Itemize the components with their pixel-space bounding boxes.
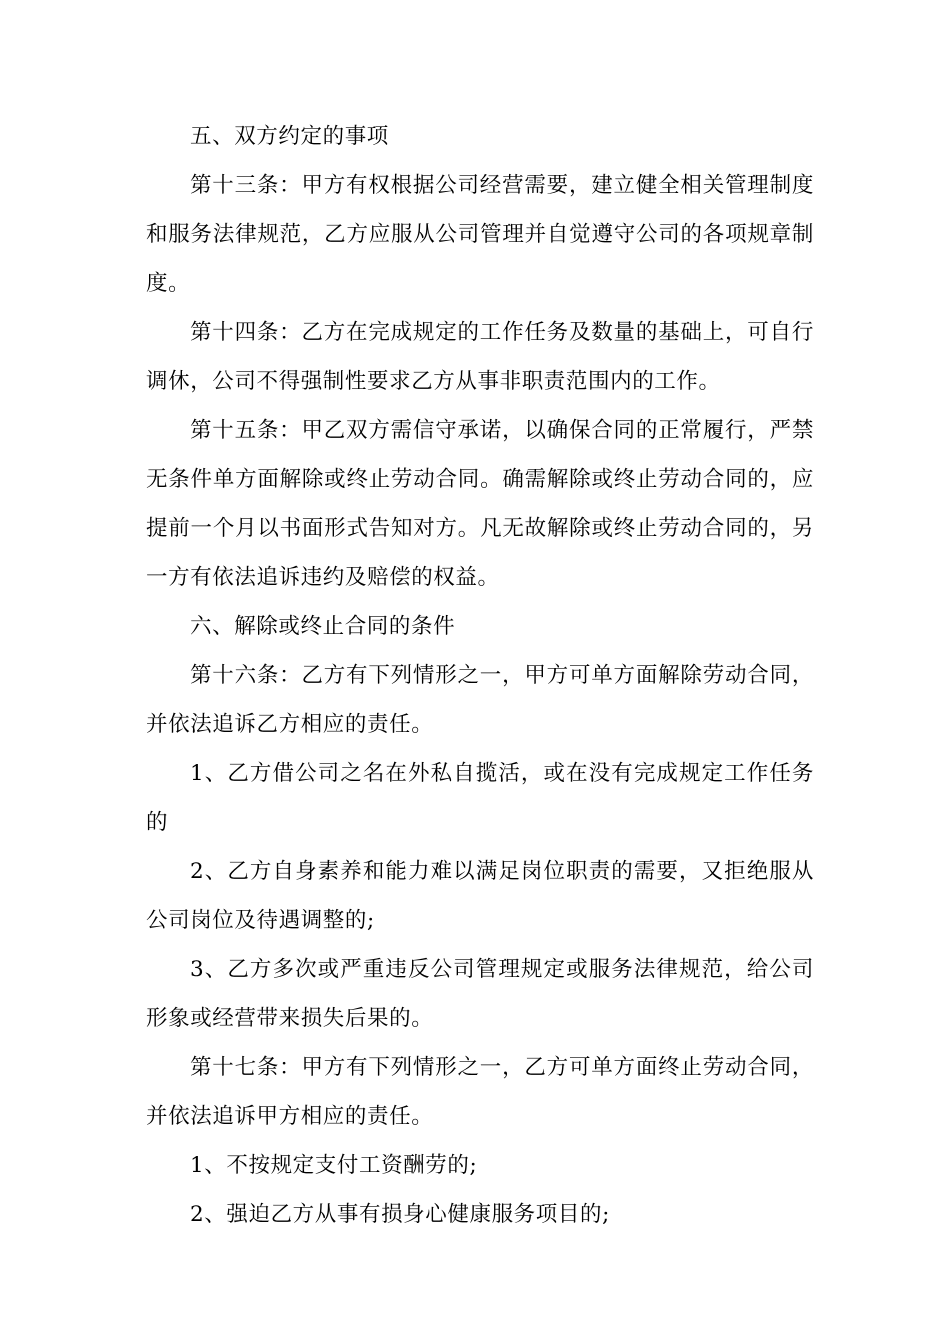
article-17-item-2: 2、强迫乙方从事有损身心健康服务项目的; bbox=[190, 1202, 610, 1227]
article-13: 第十三条：甲方有权根据公司经营需要，建立健全相关管理制度和服务法律规范，乙方应服从公司管理并自觉遵守公司的各项规章制度。 bbox=[146, 173, 814, 296]
article-16-item-1: 1、乙方借公司之名在外私自揽活，或在没有完成规定工作任务的 bbox=[146, 761, 814, 835]
article-17-item-1: 1、不按规定支付工资酬劳的; bbox=[190, 1153, 478, 1178]
document-body bbox=[146, 112, 814, 1239]
section-heading-6: 六、解除或终止合同的条件 bbox=[190, 614, 456, 639]
article-16-item-3: 3、乙方多次或严重违反公司管理规定或服务法律规范，给公司形象或经营带来损失后果的。 bbox=[146, 957, 814, 1031]
article-16-item-2: 2、乙方自身素养和能力难以满足岗位职责的需要，又拒绝服从公司岗位及待遇调整的; bbox=[146, 859, 814, 933]
section-heading-5: 五、双方约定的事项 bbox=[190, 124, 389, 149]
article-16: 第十六条：乙方有下列情形之一，甲方可单方面解除劳动合同，并依法追诉乙方相应的责任。 bbox=[146, 663, 814, 737]
article-15: 第十五条：甲乙双方需信守承诺，以确保合同的正常履行，严禁无条件单方面解除或终止劳动合同。确需解除或终止劳动合同的，应提前一个月以书面形式告知对方。凡无故解除或终止劳动合同的，另一方有依法追诉违约及赔偿的权益。 bbox=[146, 418, 814, 590]
article-17: 第十七条：甲方有下列情形之一，乙方可单方面终止劳动合同，并依法追诉甲方相应的责任。 bbox=[146, 1055, 814, 1129]
article-14: 第十四条：乙方在完成规定的工作任务及数量的基础上，可自行调休，公司不得强制性要求乙方从事非职责范围内的工作。 bbox=[146, 320, 814, 394]
